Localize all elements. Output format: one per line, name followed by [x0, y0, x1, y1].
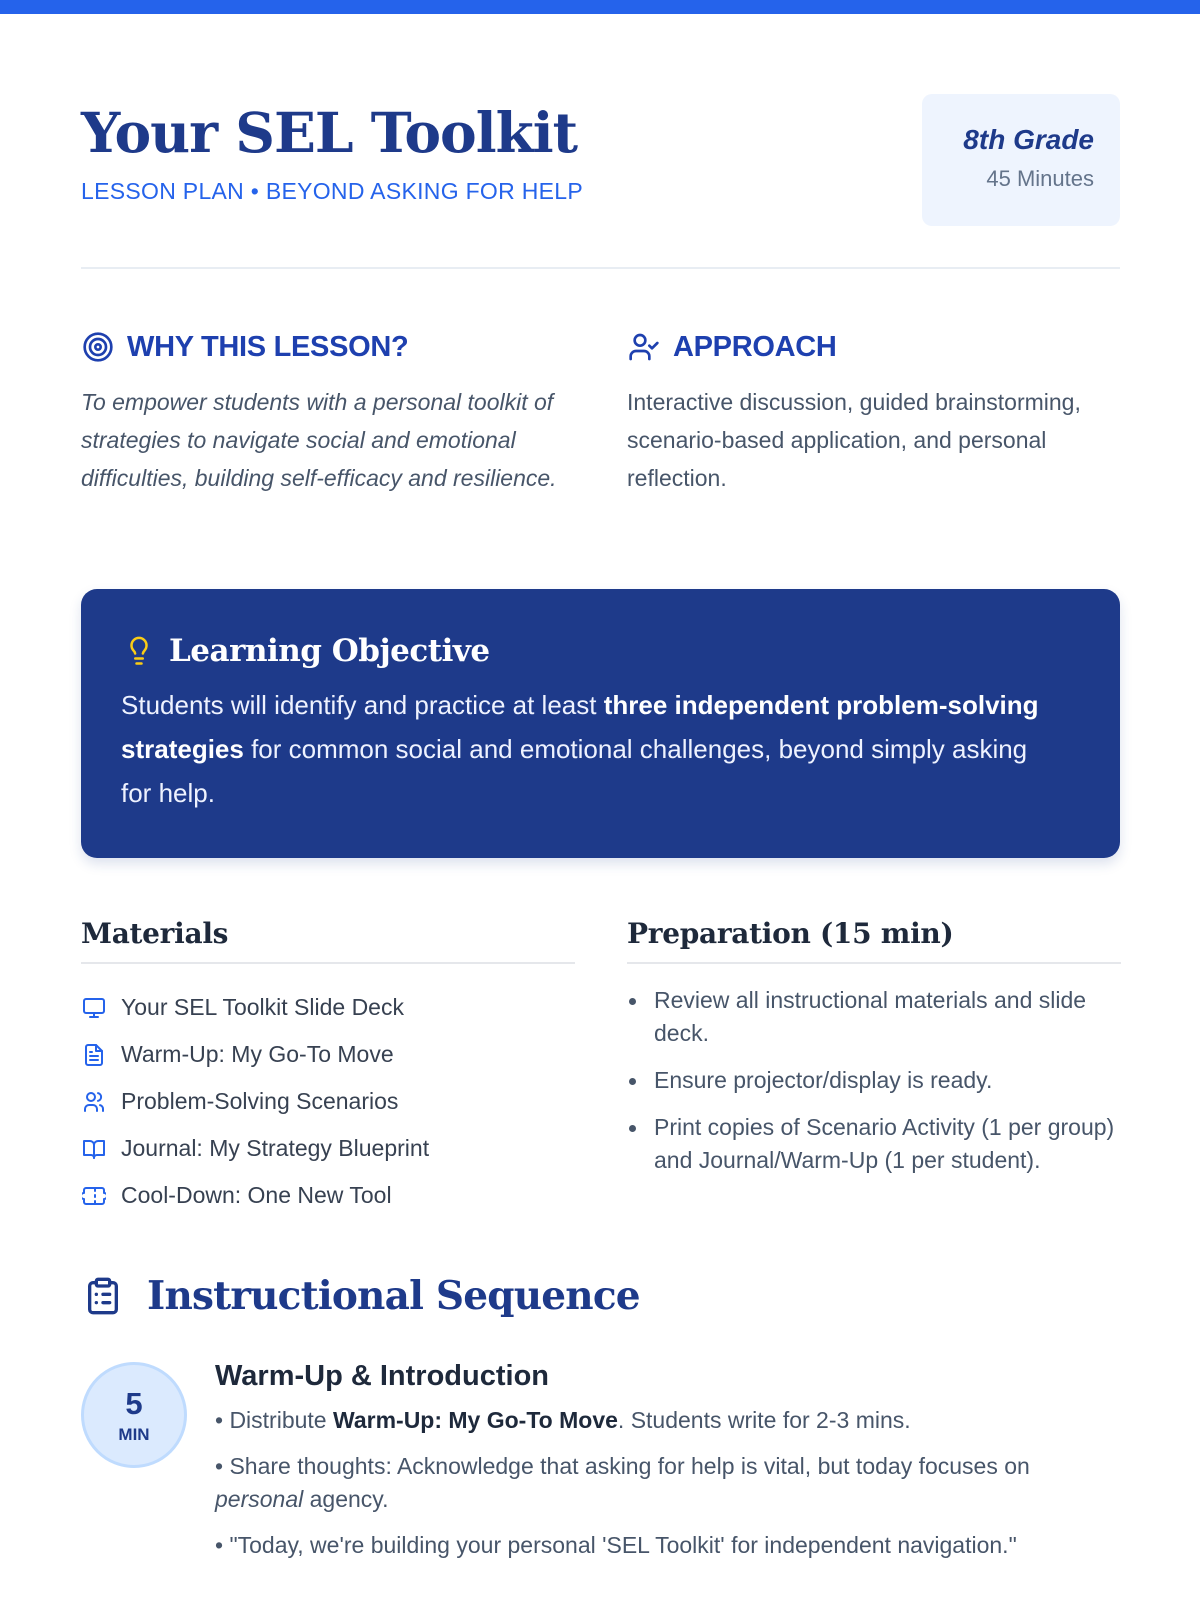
list-item: [81, 1125, 575, 1172]
objective-heading: [121, 629, 1080, 673]
list-item: Review all instructional materials and slide deck.: [627, 984, 1121, 1050]
page-title: Your SEL Toolkit: [81, 100, 578, 165]
list-item: Ensure projector/display is ready.: [627, 1064, 1121, 1097]
approach-section: [627, 327, 1121, 497]
page-header: [81, 94, 1120, 230]
why-body: To empower students with a personal toolkit of strategies to navigate social and emotional difficulties, building self-efficacy and resilience.: [81, 389, 557, 491]
preparation-heading: Preparation (15 min): [627, 917, 1121, 964]
grade-label: 8th Grade: [963, 124, 1094, 155]
materials-heading: Materials: [81, 917, 575, 964]
objective-heading-text: Learning Objective: [169, 633, 490, 669]
list-item: [81, 1078, 575, 1125]
why-heading: [81, 327, 575, 367]
list-item: Print copies of Scenario Activity (1 per group) and Journal/Warm-Up (1 per student).: [627, 1111, 1121, 1177]
header-divider: [81, 267, 1120, 269]
step-content: [215, 1360, 1120, 1575]
objective-text: [121, 683, 1061, 815]
preparation-list: [627, 984, 1121, 1177]
material-label: Problem-Solving Scenarios: [121, 1088, 399, 1114]
materials-section: [81, 917, 575, 1219]
instruction-emphasis: Warm-Up: My Go-To Move: [332, 1407, 618, 1433]
objective-text-end: for common social and emotional challenges, beyond simply asking for help.: [121, 734, 1028, 808]
lightbulb-icon: [121, 631, 157, 671]
instruction-text: agency.: [303, 1486, 389, 1512]
user-check-icon: [627, 330, 661, 364]
top-accent-bar: [0, 0, 1200, 14]
step-title: Warm-Up & Introduction: [215, 1360, 549, 1392]
learning-objective-card: [81, 589, 1120, 858]
list-item: [81, 984, 575, 1031]
clipboard-list-icon: [81, 1271, 125, 1321]
sequence-heading-text: Instructional Sequence: [147, 1273, 640, 1319]
approach-heading-text: APPROACH: [673, 330, 837, 363]
list-item: [81, 1172, 575, 1219]
why-heading-text: WHY THIS LESSON?: [127, 330, 409, 363]
document-icon: [81, 1042, 107, 1068]
approach-heading: [627, 327, 1121, 367]
material-label: Cool-Down: One New Tool: [121, 1182, 392, 1208]
instruction-emphasis: personal: [215, 1486, 304, 1512]
materials-list: [81, 984, 575, 1219]
users-icon: [81, 1089, 107, 1115]
list-item: [81, 1031, 575, 1078]
objective-text-emphasis: three independent problem-solving strategies: [121, 690, 1039, 764]
material-label: Warm-Up: My Go-To Move: [121, 1041, 394, 1067]
duration-label: 45 Minutes: [986, 166, 1094, 191]
preparation-section: [627, 917, 1121, 1191]
material-label: Journal: My Strategy Blueprint: [121, 1135, 430, 1161]
instruction-text: • Share thoughts: Acknowledge that asking for help is vital, but today focuses on: [215, 1453, 1030, 1479]
instruction-text: • Distribute: [215, 1407, 333, 1433]
why-section: [81, 327, 575, 497]
step-instruction: [215, 1450, 1120, 1516]
step-minutes-unit: MIN: [118, 1425, 150, 1444]
target-icon: [81, 330, 115, 364]
step-duration-circle: [81, 1362, 187, 1468]
step-instruction: [215, 1404, 1120, 1437]
step-instruction: • "Today, we're building your personal 'SEL Toolkit' for independent navigation.": [215, 1532, 1017, 1558]
monitor-icon: [81, 995, 107, 1021]
ticket-icon: [81, 1183, 107, 1209]
grade-badge: [922, 94, 1120, 226]
approach-body: Interactive discussion, guided brainstorming, scenario-based application, and personal reflection.: [627, 389, 1081, 491]
instruction-text: . Students write for 2-3 mins.: [617, 1407, 911, 1433]
page-subtitle: LESSON PLAN • BEYOND ASKING FOR HELP: [81, 178, 583, 204]
material-label: Your SEL Toolkit Slide Deck: [121, 994, 404, 1020]
objective-text-start: Students will identify and practice at least: [121, 690, 604, 720]
book-open-icon: [81, 1136, 107, 1162]
sequence-heading: [81, 1268, 640, 1324]
step-minutes: 5: [125, 1386, 143, 1421]
